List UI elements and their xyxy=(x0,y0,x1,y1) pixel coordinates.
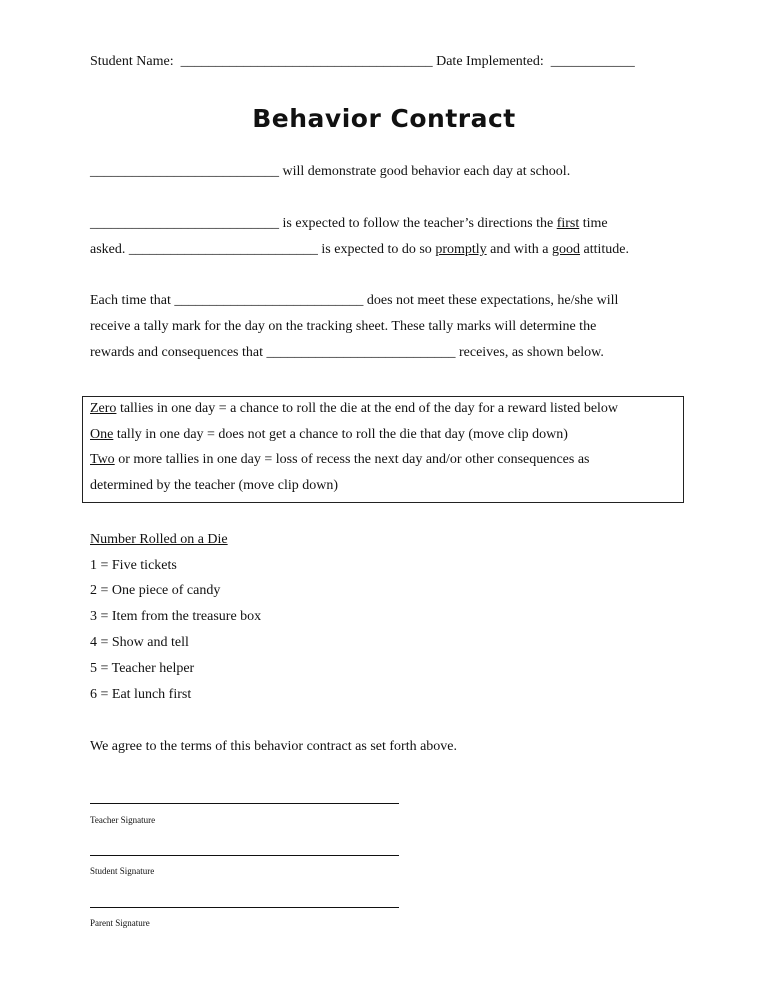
rule-one-text: tally in one day = does not get a chance to roll the die that day (move clip down) xyxy=(113,427,568,442)
student-name-field[interactable]: ____________________________________ xyxy=(180,54,433,69)
student-blank[interactable]: ___________________________ xyxy=(90,216,279,231)
rule-two-text: or more tallies in one day = loss of recess the next day and/or other consequences as xyxy=(114,452,590,467)
paragraph-2-line-2 xyxy=(90,241,629,259)
reward-item-5: 5 = Teacher helper xyxy=(90,661,195,676)
date-implemented-label: Date Implemented: xyxy=(436,54,544,69)
student-blank[interactable]: ___________________________ xyxy=(90,164,279,179)
paragraph-3-text: rewards and consequences that xyxy=(90,345,267,360)
student-blank[interactable]: ___________________________ xyxy=(266,345,456,360)
paragraph-2-text: asked. xyxy=(90,242,129,257)
paragraph-1 xyxy=(90,163,570,181)
paragraph-2-text: is expected to follow the teacher’s directions the xyxy=(282,216,557,231)
date-implemented-field[interactable]: ____________ xyxy=(550,54,635,69)
rewards-heading: Number Rolled on a Die xyxy=(90,532,228,547)
student-signature-label: Student Signature xyxy=(90,866,155,876)
paragraph-3-text: does not meet these expectations, he/she will xyxy=(363,293,619,308)
emphasis-good: good xyxy=(551,242,580,257)
rule-one xyxy=(90,426,568,444)
agreement-statement: We agree to the terms of this behavior contract as set forth above. xyxy=(90,739,458,754)
paragraph-2-line-1 xyxy=(90,215,608,233)
teacher-signature-label: Teacher Signature xyxy=(90,815,156,825)
paragraph-3-line-2: receive a tally mark for the day on the tracking sheet. These tally marks will determine the xyxy=(90,319,597,334)
reward-item-3: 3 = Item from the treasure box xyxy=(90,609,262,624)
student-name-label: Student Name: xyxy=(90,54,174,69)
page-title: Behavior Contract xyxy=(252,104,516,133)
rule-two-keyword: Two xyxy=(90,452,115,467)
reward-item-2: 2 = One piece of candy xyxy=(90,583,221,598)
emphasis-first: first xyxy=(556,216,580,231)
rule-zero xyxy=(90,400,618,418)
reward-item-1: 1 = Five tickets xyxy=(90,558,177,573)
student-blank[interactable]: ___________________________ xyxy=(174,293,364,308)
rule-one-keyword: One xyxy=(90,427,114,442)
rule-two-continued: determined by the teacher (move clip down) xyxy=(90,478,339,493)
teacher-signature-line[interactable] xyxy=(90,803,399,804)
paragraph-3-text: Each time that xyxy=(90,293,175,308)
paragraph-2-text: time xyxy=(579,216,608,231)
paragraph-3-line-1 xyxy=(90,292,618,310)
header-line xyxy=(90,53,635,71)
paragraph-2-text: is expected to do so xyxy=(317,242,436,257)
parent-signature-label: Parent Signature xyxy=(90,918,150,928)
paragraph-1-text: will demonstrate good behavior each day at school. xyxy=(282,164,571,179)
student-signature-line[interactable] xyxy=(90,855,399,856)
emphasis-promptly: promptly xyxy=(435,242,487,257)
paragraph-3-text: receives, as shown below. xyxy=(455,345,604,360)
parent-signature-line[interactable] xyxy=(90,907,399,908)
tally-rules-box xyxy=(82,396,684,503)
reward-item-4: 4 = Show and tell xyxy=(90,635,189,650)
paragraph-3-line-3 xyxy=(90,344,604,362)
paragraph-2-text: and with a xyxy=(486,242,552,257)
student-blank[interactable]: ___________________________ xyxy=(128,242,318,257)
reward-item-6: 6 = Eat lunch first xyxy=(90,687,192,702)
rule-zero-text: tallies in one day = a chance to roll the die at the end of the day for a reward listed below xyxy=(116,401,619,416)
rule-two xyxy=(90,451,590,469)
paragraph-2-text: attitude. xyxy=(579,242,629,257)
rule-zero-keyword: Zero xyxy=(90,401,117,416)
